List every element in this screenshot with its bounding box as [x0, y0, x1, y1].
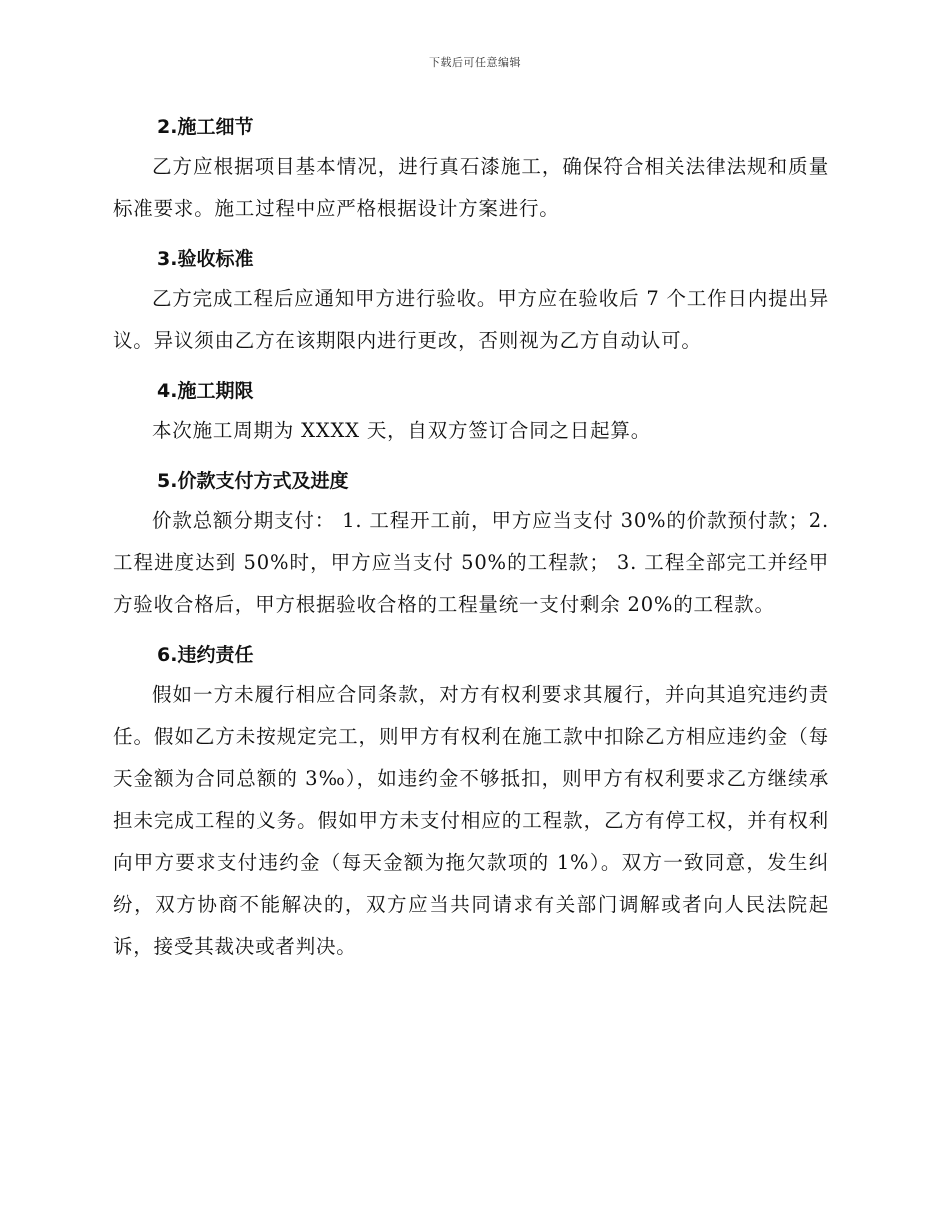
section-heading: 3.验收标准: [157, 248, 254, 270]
section-paragraph: 价款总额分期支付： 1. 工程开工前，甲方应当支付 30%的价款预付款；2. 工程进度达到 50%时，甲方应当支付 50%的工程款； 3. 工程全部完工并经甲方验收合格后，甲方根据验收合格的工程量统一支付剩余 20%的工程款。: [113, 509, 829, 616]
section-heading: 6.违约责任: [157, 644, 254, 666]
section-paragraph: 乙方应根据项目基本情况，进行真石漆施工，确保符合相关法律法规和质量标准要求。施工过程中应严格根据设计方案进行。: [113, 155, 829, 220]
document-body: [113, 108, 829, 968]
section-heading: 5.价款支付方式及进度: [157, 470, 349, 492]
section-payment-terms: [113, 462, 829, 626]
section-heading: 4.施工期限: [157, 380, 254, 402]
section-paragraph: 本次施工周期为 XXXX 天，自双方签订合同之日起算。: [152, 419, 652, 442]
section-paragraph: 乙方完成工程后应通知甲方进行验收。甲方应在验收后 7 个工作日内提出异议。异议须由乙方在该期限内进行更改，否则视为乙方自动认可。: [113, 287, 829, 352]
section-construction-period: [113, 372, 829, 452]
section-construction-details: [113, 108, 829, 230]
section-heading: 2.施工细节: [157, 116, 254, 138]
section-breach-liability: [113, 636, 829, 968]
section-acceptance-standard: [113, 240, 829, 362]
page-header: 下载后可任意编辑: [429, 56, 521, 69]
section-paragraph: 假如一方未履行相应合同条款，对方有权利要求其履行，并向其追究违约责任。假如乙方未按规定完工，则甲方有权利在施工款中扣除乙方相应违约金（每天金额为合同总额的 3‰），如违约金不够抵扣，则甲方有权利要求乙方继续承担未完成工程的义务。假如甲方未支付相应的工程款，乙方有停工权，并有权利向甲方要求支付违约金（每天金额为拖欠款项的 1%）。双方一致同意，发生纠纷，双方协商不能解决的，双方应当共同请求有关部门调解或者向人民法院起诉，接受其裁决或者判决。: [113, 683, 829, 958]
